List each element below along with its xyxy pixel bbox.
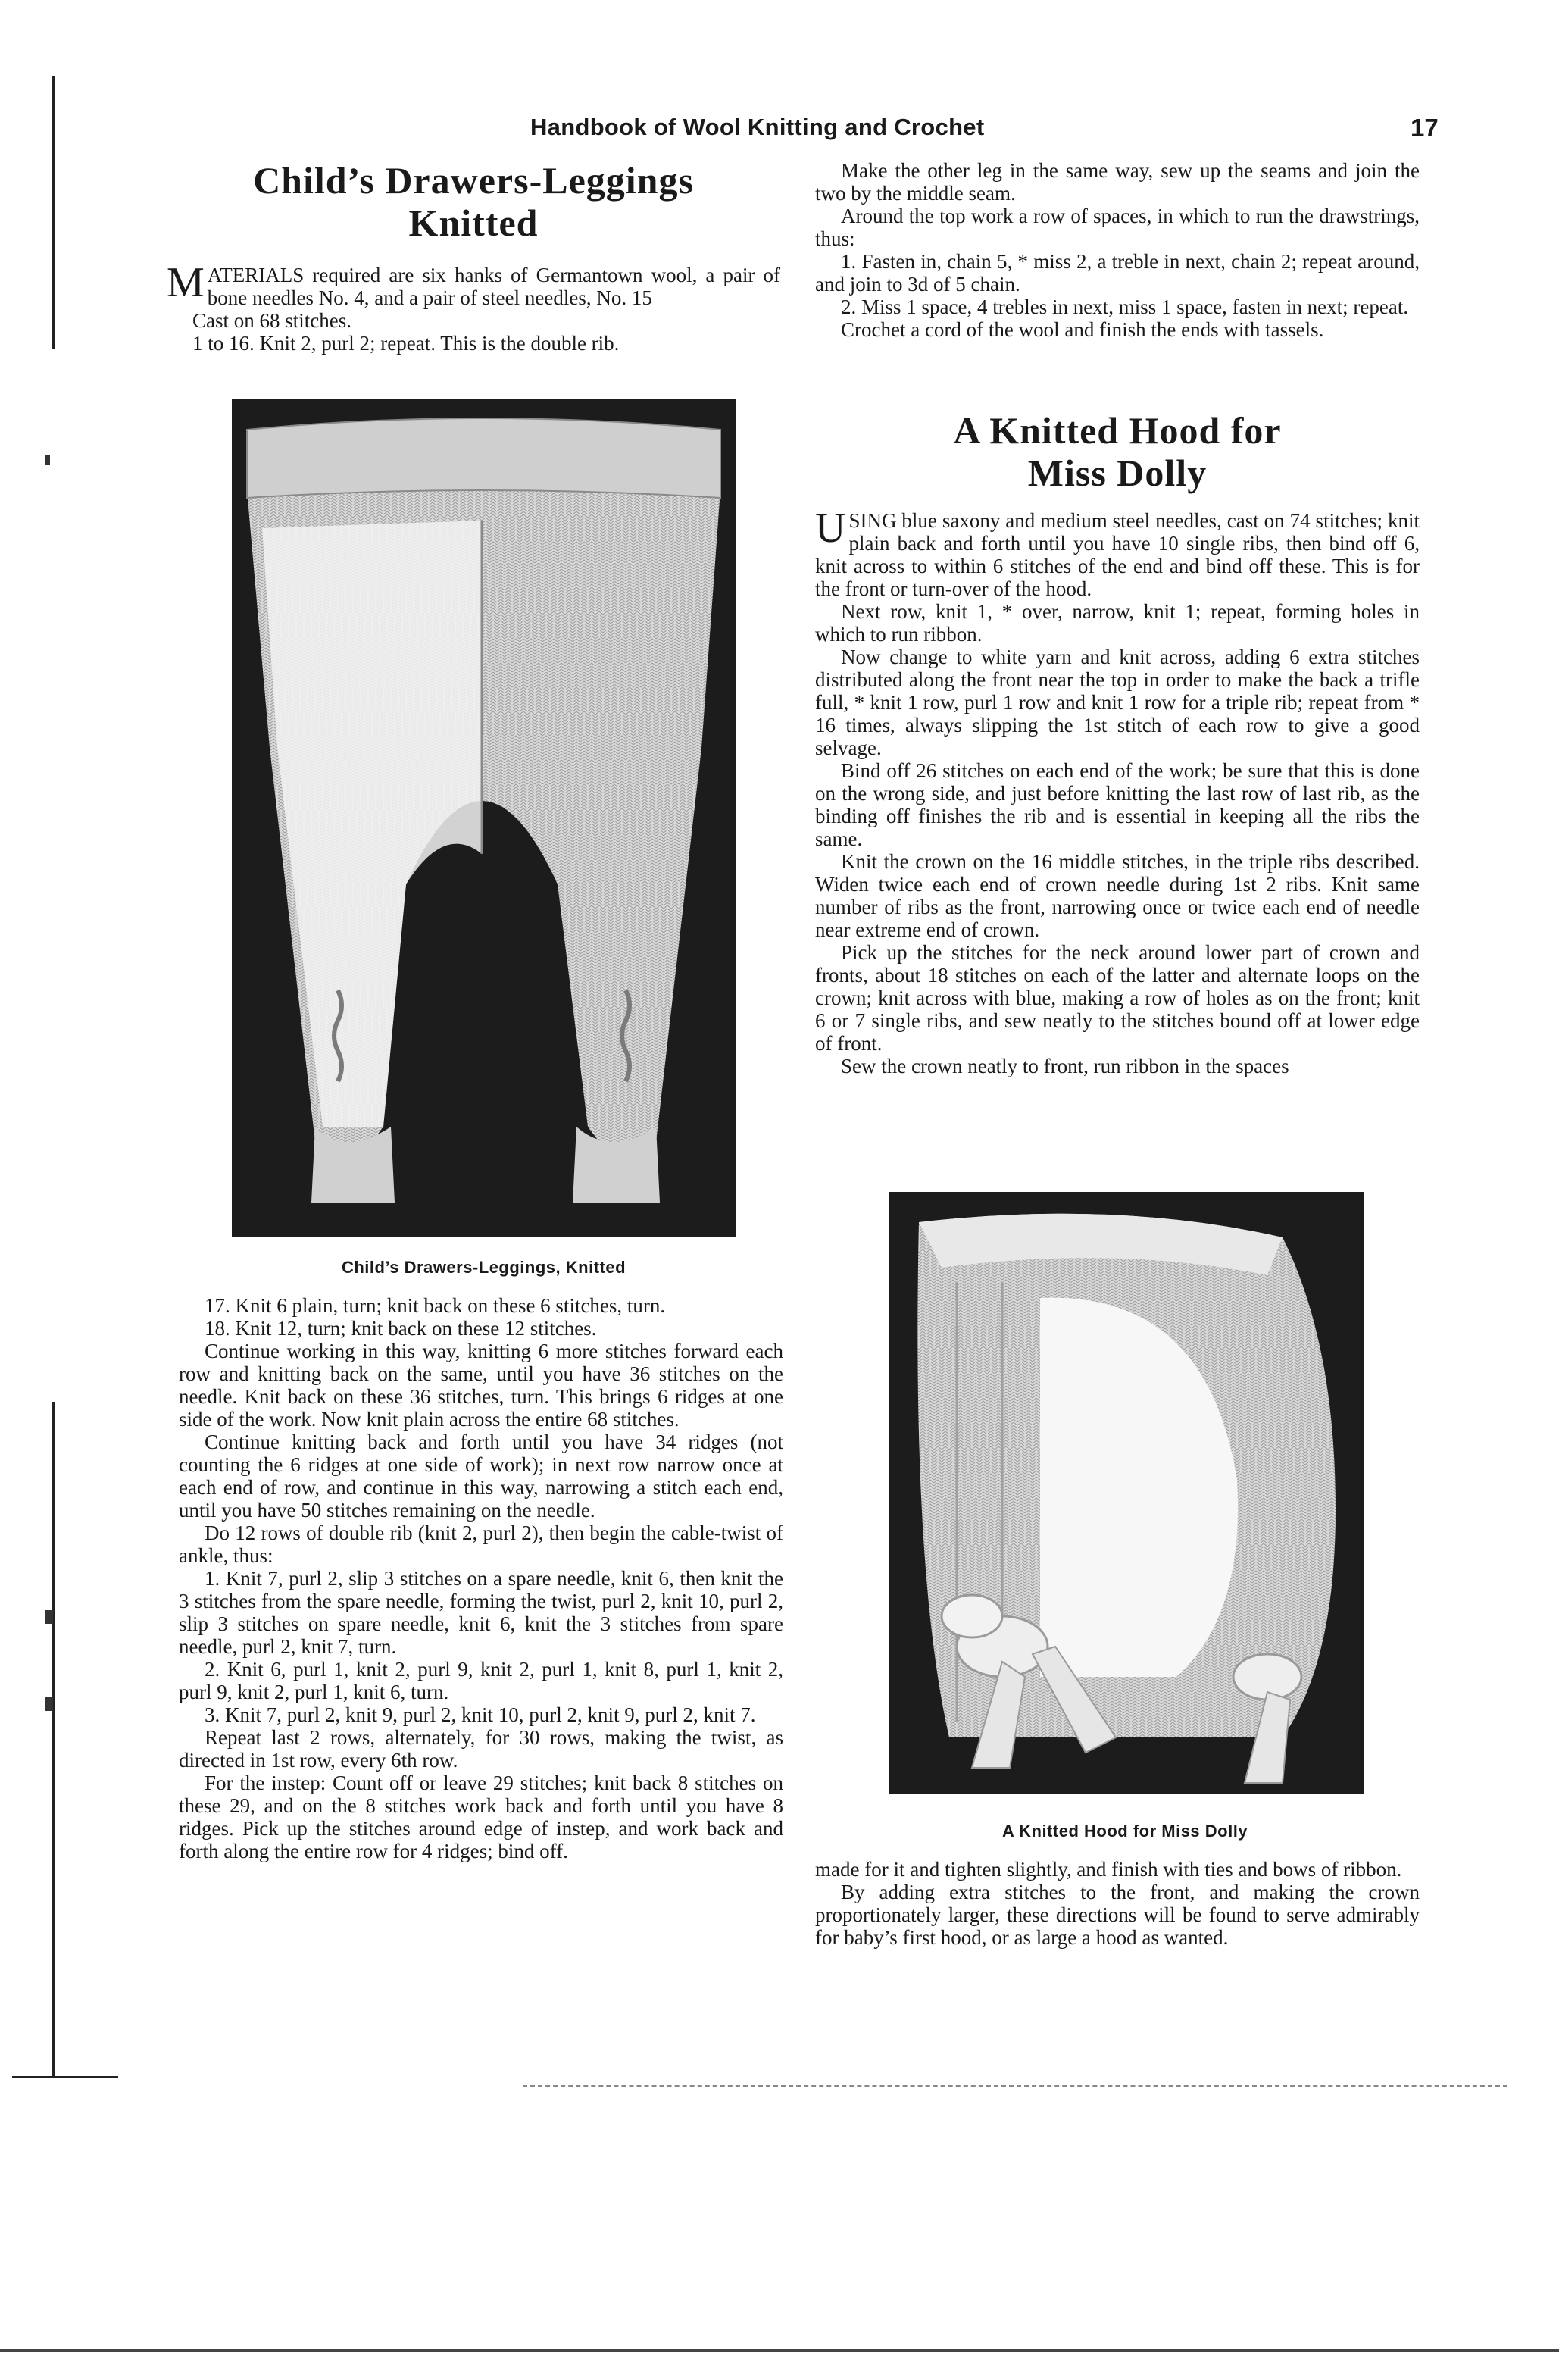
left-margin-rule-lower [52,1402,55,2076]
materials-dropcap: M [167,259,205,306]
instep-paragraph: For the instep: Count off or leave 29 stitches; knit back 8 stitches on these 29, and on the 8 stitches work back and forth until you have 8 ridges. Pick up the stitches around edge of instep, and work back and forth along the entire row for 4 ridges; bind off. [179,1772,783,1862]
space-row-2-paragraph: 2. Miss 1 space, 4 trebles in next, miss 1 space, fasten in next; repeat. [841,296,1409,318]
double-rib-paragraph: Do 12 rows of double rib (knit 2, purl 2), then begin the cable-twist of ankle, thus: [179,1522,783,1567]
left-margin-rule-upper [52,76,55,349]
bottom-scan-rule [0,2349,1559,2352]
drawers-leggings-photo [232,399,736,1237]
drawers-continuation [815,159,1420,341]
scan-mark-1 [45,455,50,465]
rows-1-16-paragraph: 1 to 16. Knit 2, purl 2; repeat. This is the double rib. [192,332,620,355]
bind-off-paragraph: Bind off 26 stitches on each end of the work; be sure that this is done on the wrong side, and just before knitting the last row of last rib, as the binding off finishes the rib and is essential in keeping all the ribs the same. [815,759,1420,850]
cord-paragraph: Crochet a cord of the wool and finish the ends with tassels. [841,318,1324,341]
scan-mark-3 [45,1697,53,1711]
hood-illustration [889,1192,1364,1794]
page-number: 17 [1411,114,1439,142]
left-margin-rule-foot [12,2076,118,2078]
row-17-paragraph: 17. Knit 6 plain, turn; knit back on these 6 stitches, turn. [205,1294,666,1317]
cast-on-paragraph: Cast on 68 stitches. [192,309,351,332]
cable-row-1-paragraph: 1. Knit 7, purl 2, slip 3 stitches on a spare needle, knit 6, then knit the 3 stitches from the spare needle, forming the twist, purl 2, knit 10, purl 2, slip 3 stitches on spare needle, knit 6, knit the 3 stitches from spare needle, purl 2, knit 7, turn. [179,1567,783,1658]
white-yarn-paragraph: Now change to white yarn and knit across, adding 6 extra stitches distributed along the front near the top in order to make the back a trifle full, * knit 1 row, purl 1 row and knit 1 row for a triple rib; repeat from * 16 times, always slipping the 1st stitch of each row to give a good selvage. [815,646,1420,759]
cable-row-3-paragraph: 3. Knit 7, purl 2, knit 9, purl 2, knit 10, purl 2, knit 9, purl 2, knit 7. [205,1703,756,1726]
drawers-leggings-illustration [232,399,736,1237]
drawers-title-line2: Knitted [408,202,539,244]
cable-row-2-paragraph: 2. Knit 6, purl 1, knit 2, purl 9, knit 2, purl 1, knit 8, purl 1, knit 2, purl 9, knit 2, purl 1, knit 6, turn. [179,1658,783,1703]
drawers-title [167,159,780,244]
drawers-intro [167,259,780,355]
space-row-1-paragraph: 1. Fasten in, chain 5, * miss 2, a treble in next, chain 2; repeat around, and join to 3d of 5 chain. [815,250,1420,296]
hood-title [815,409,1420,494]
materials-paragraph [167,259,780,309]
repeat-paragraph: Repeat last 2 rows, alternately, for 30 rows, making the twist, as directed in 1st row, every 6th row. [179,1726,783,1772]
drawers-instructions [179,1294,783,1862]
scan-mark-2 [45,1610,53,1624]
drawers-section-top [167,159,780,355]
hood-dropcap: U [815,505,846,552]
other-leg-paragraph: Make the other leg in the same way, sew up the seams and join the two by the middle seam. [815,159,1420,205]
hood-caption: A Knitted Hood for Miss Dolly [1001,1822,1248,1841]
bottom-dashed-artifact [523,2085,1507,2087]
continue-working-paragraph: Continue working in this way, knitting 6 more stitches forward each row and knitting back on the same, until you have 36 stitches on the needle. Knit back on these 36 stitches, turn. This brings 6 ridges at one side of the work. Now knit plain across the entire 68 stitches. [179,1340,783,1431]
pick-up-paragraph: Pick up the stitches for the neck around lower part of crown and fronts, about 18 stitches on each of the latter and alternate loops on the crown; knit across with blue, making a row of holes as on the front; knit 6 or 7 single ribs, and sew neatly to the stitches bound off at lower edge of front. [815,941,1420,1055]
next-row-paragraph: Next row, knit 1, * over, narrow, knit 1; repeat, forming holes in which to run ribbon. [815,600,1420,646]
made-for-paragraph: made for it and tighten slightly, and finish with ties and bows of ribbon. [815,1858,1402,1881]
hood-instructions [815,505,1420,1077]
adding-stitches-paragraph: By adding extra stitches to the front, and making the crown proportionately larger, these directions will be found to serve admirably for baby’s first hood, or as large a hood as wanted. [815,1881,1420,1949]
drawers-caption: Child’s Drawers-Leggings, Knitted [341,1258,626,1277]
crown-paragraph: Knit the crown on the 16 middle stitches, in the triple ribs described. Widen twice each end of crown needle during 1st 2 ribs. Knit same number of ribs as the front, narrowing once or twice each end of needle near extreme end of crown. [815,850,1420,941]
using-text: SING blue saxony and medium steel needles, cast on 74 stitches; knit plain back and forth until you have 10 single ribs, then bind off 6, knit across to within 6 stitches of the end and bind off these. This is for the front or turn-over of the hood. [815,509,1420,600]
hood-closing [815,1858,1420,1949]
row-18-paragraph: 18. Knit 12, turn; knit back on these 12 stitches. [205,1317,597,1340]
using-paragraph [815,505,1420,600]
continue-knitting-paragraph: Continue knitting back and forth until you have 34 ridges (not counting the 6 ridges at one side of work); in next row narrow once at each end of row, and continue in this way, narrowing a stitch each end, until you have 50 stitches remaining on the needle. [179,1431,783,1522]
spaces-paragraph: Around the top work a row of spaces, in which to run the drawstrings, thus: [815,205,1420,250]
running-title: Handbook of Wool Knitting and Crochet [530,114,985,140]
materials-text: ATERIALS required are six hanks of Germantown wool, a pair of bone needles No. 4, and a pair of steel needles, No. 15 [207,264,780,309]
hood-photo [889,1192,1364,1794]
sew-crown-paragraph: Sew the crown neatly to front, run ribbon in the spaces [841,1055,1289,1077]
hood-title-line1: A Knitted Hood for [953,409,1282,452]
hood-title-line2: Miss Dolly [1027,452,1208,494]
drawers-title-line1: Child’s Drawers-Leggings [253,159,694,202]
